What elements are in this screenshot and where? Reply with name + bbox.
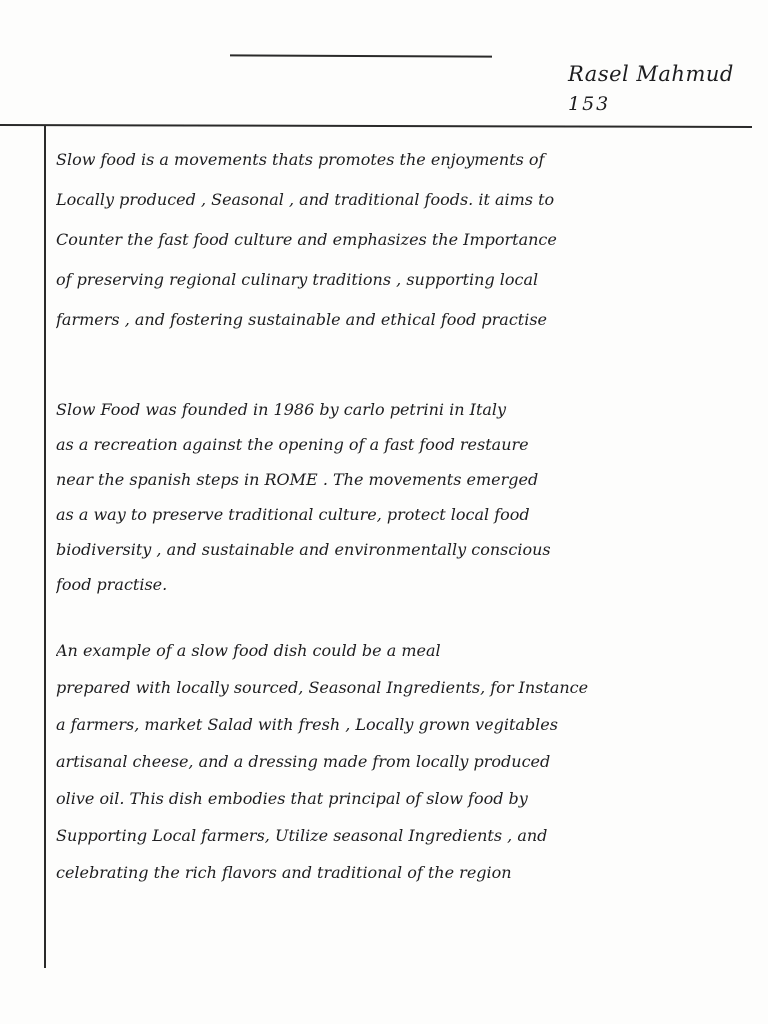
top-divider-line (230, 54, 492, 57)
text-line: prepared with locally sourced, Seasonal Ingredients, for Instance (56, 678, 589, 697)
paragraph-slow-food-example (56, 632, 762, 891)
header-rule-line (0, 124, 752, 127)
text-line: food practise. (56, 575, 168, 594)
text-line: Slow Food was founded in 1986 by carlo petrini in Italy (56, 400, 507, 419)
text-line: as a way to preserve traditional culture, protect local food (56, 505, 530, 524)
text-line: An example of a slow food dish could be a meal (56, 641, 441, 660)
paragraph-slow-food-history (56, 392, 762, 602)
text-line: near the spanish steps in ROME . The movements emerged (56, 470, 539, 489)
text-line: olive oil. This dish embodies that principal of slow food by (56, 789, 528, 808)
text-line: artisanal cheese, and a dressing made from locally produced (56, 752, 551, 771)
text-line: a farmers, market Salad with fresh , Locally grown vegitables (56, 715, 558, 734)
text-line: farmers , and fostering sustainable and ethical food practise (56, 310, 547, 329)
author-id: 153 (568, 93, 611, 115)
author-name: Rasel Mahmud (568, 62, 734, 86)
text-line: biodiversity , and sustainable and environmentally conscious (56, 540, 551, 559)
text-line: Locally produced , Seasonal , and traditional foods. it aims to (56, 190, 555, 209)
text-line: of preserving regional culinary traditions , supporting local (56, 270, 539, 289)
text-line: celebrating the rich flavors and traditional of the region (56, 863, 512, 882)
text-line: Slow food is a movements thats promotes the enjoyments of (56, 150, 545, 169)
text-line: as a recreation against the opening of a fast food restaure (56, 435, 529, 454)
paragraph-slow-food-definition (56, 140, 762, 340)
margin-line (44, 126, 46, 968)
text-line: Counter the fast food culture and emphasizes the Importance (56, 230, 557, 249)
text-line: Supporting Local farmers, Utilize seasonal Ingredients , and (56, 826, 548, 845)
